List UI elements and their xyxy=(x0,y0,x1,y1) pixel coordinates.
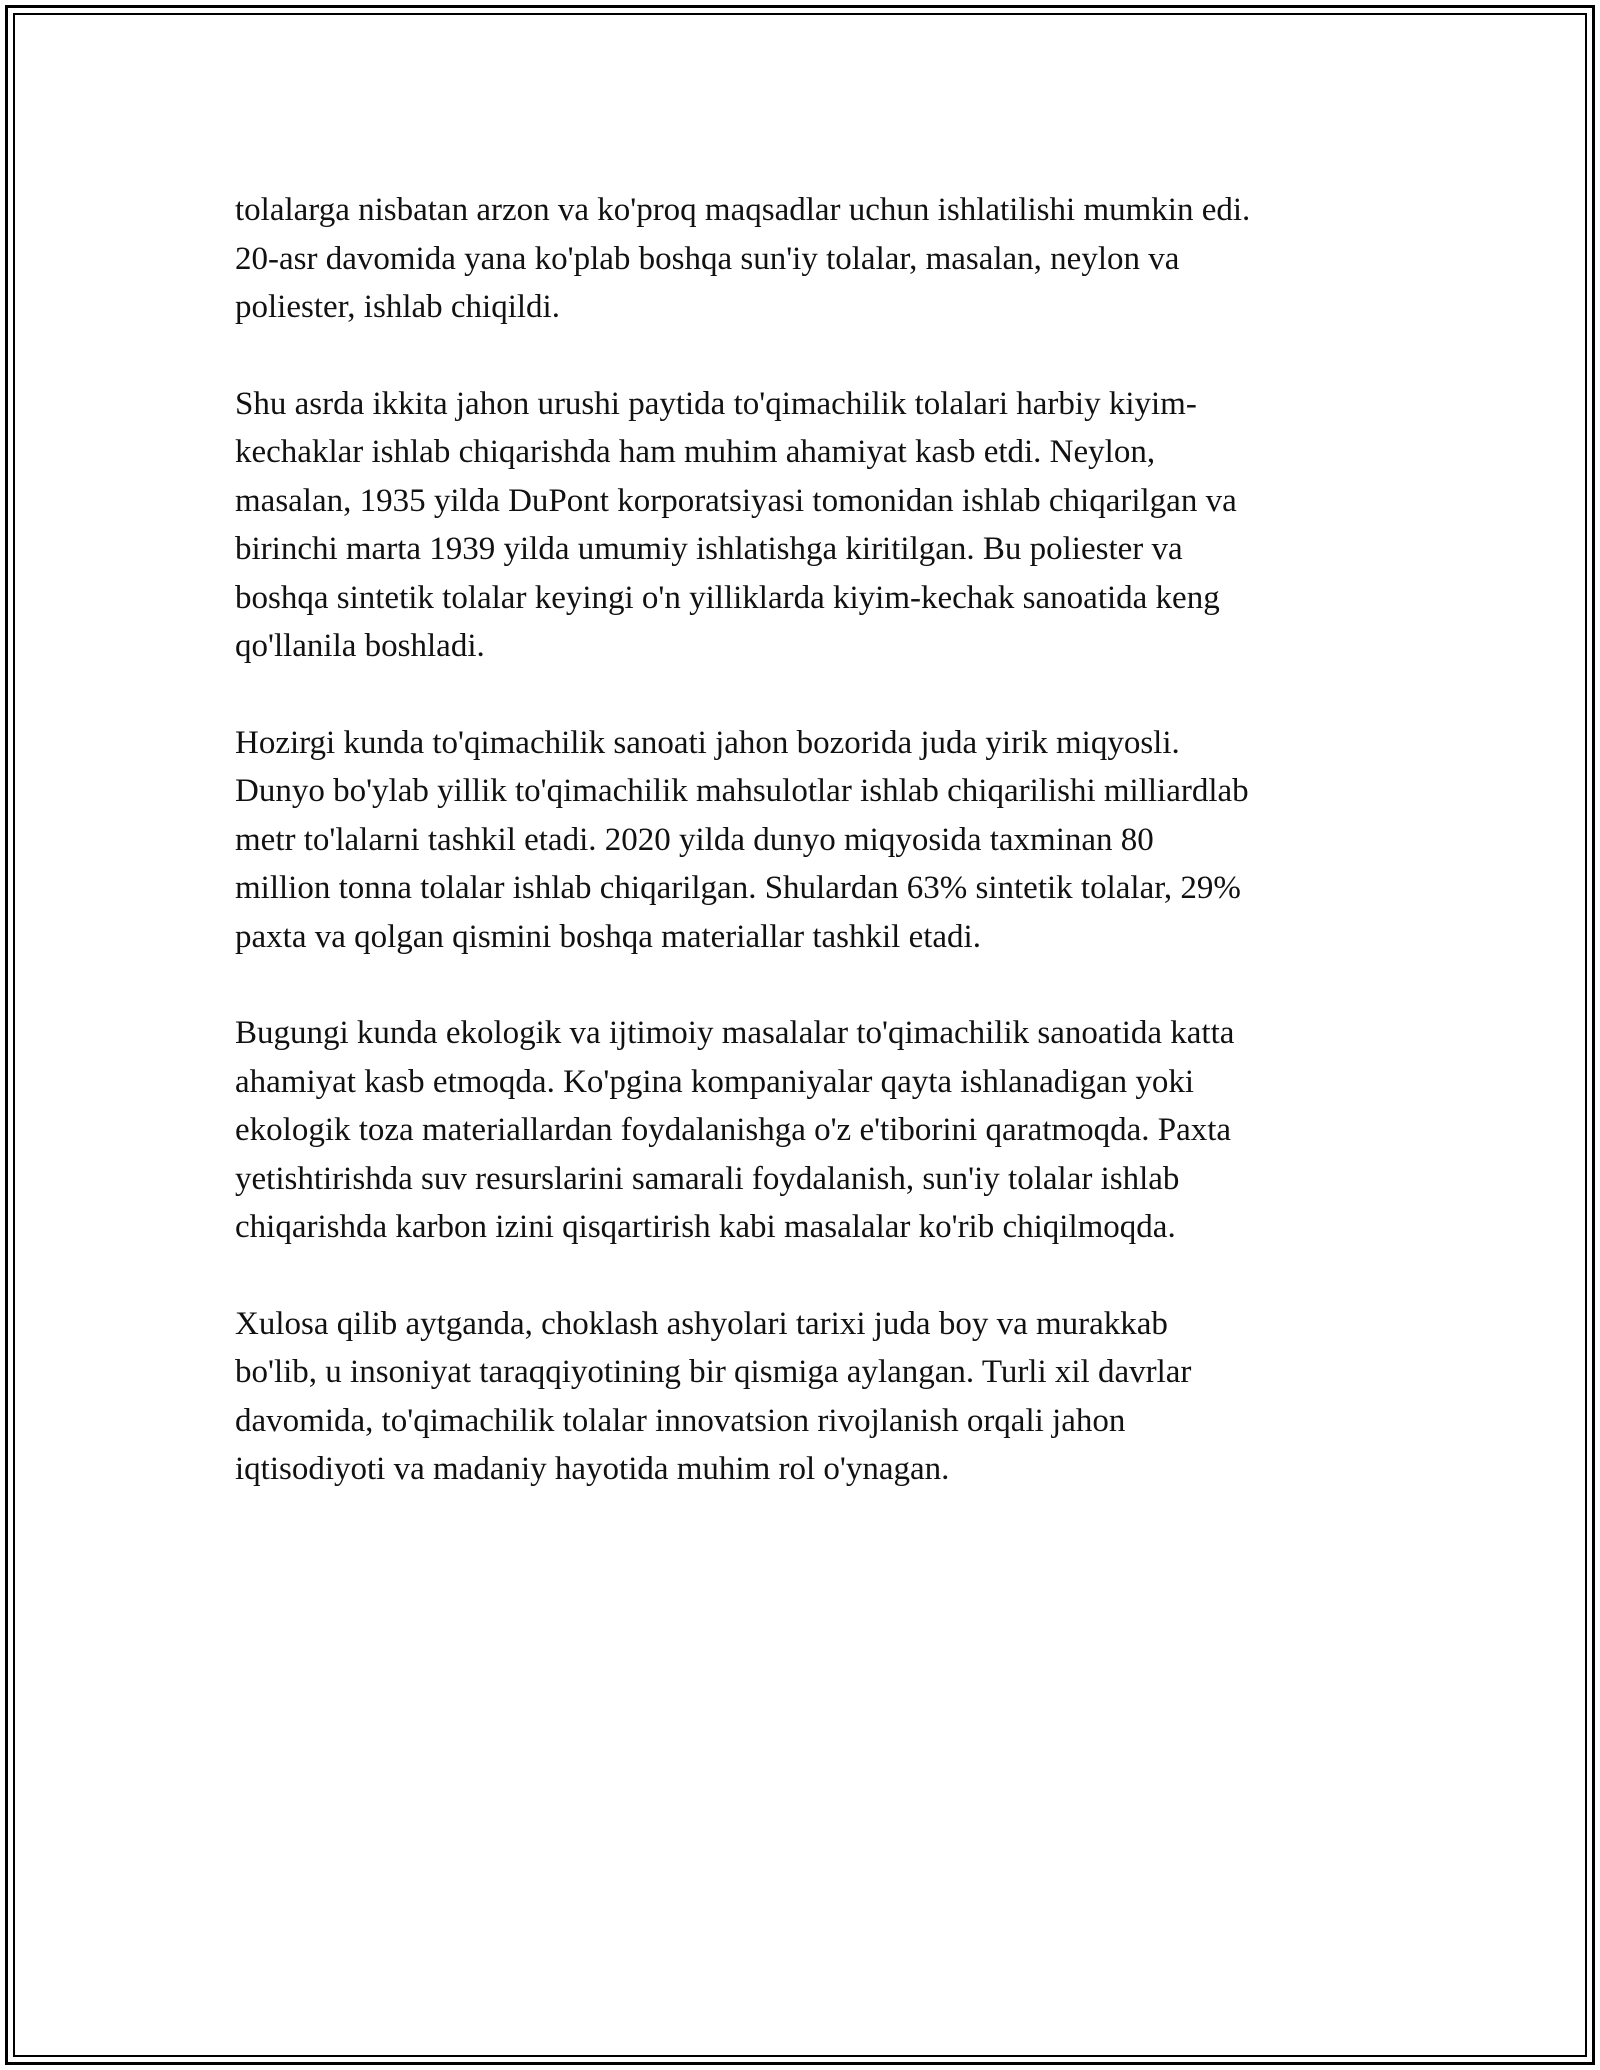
paragraph xyxy=(235,380,1370,671)
text-line: yetishtirishda suv resurslarini samarali foydalanish, sun'iy tolalar ishlab xyxy=(235,1160,1180,1197)
paragraph xyxy=(235,1009,1370,1252)
text-line: qo'llanila boshladi. xyxy=(235,628,485,664)
text-line: Xulosa qilib aytganda, choklash ashyolari tarixi juda boy va murakkab xyxy=(235,1305,1168,1342)
text-line: paxta va qolgan qismini boshqa materiallar tashkil etadi. xyxy=(235,918,981,955)
text-line: Shu asrda ikkita jahon urushi paytida to'qimachilik tolalari harbiy kiyim- xyxy=(235,385,1197,422)
document-body xyxy=(235,186,1370,1542)
text-line: Hozirgi kunda to'qimachilik sanoati jahon bozorida juda yirik miqyosli. xyxy=(235,724,1180,761)
text-line: Bugungi kunda ekologik va ijtimoiy masalalar to'qimachilik sanoatida katta xyxy=(235,1015,1235,1051)
text-line: masalan, 1935 yilda DuPont korporatsiyasi tomonidan ishlab chiqarilgan va xyxy=(235,482,1237,519)
text-line: ahamiyat kasb etmoqda. Ko'pgina kompaniyalar qayta ishlanadigan yoki xyxy=(235,1063,1195,1100)
text-line: boshqa sintetik tolalar keyingi o'n yilliklarda kiyim-kechak sanoatida keng xyxy=(235,579,1220,616)
paragraph xyxy=(235,186,1370,332)
text-line: birinchi marta 1939 yilda umumiy ishlatishga kiritilgan. Bu poliester va xyxy=(235,531,1183,567)
text-line: metr to'lalarni tashkil etadi. 2020 yilda dunyo miqyosida taxminan 80 xyxy=(235,821,1154,858)
text-line: davomida, to'qimachilik tolalar innovatsion rivojlanish orqali jahon xyxy=(235,1402,1126,1439)
text-line: Dunyo bo'ylab yillik to'qimachilik mahsulotlar ishlab chiqarilishi milliardlab xyxy=(235,773,1249,809)
text-line: kechaklar ishlab chiqarishda ham muhim ahamiyat kasb etdi. Neylon, xyxy=(235,434,1156,470)
text-line: bo'lib, u insoniyat taraqqiyotining bir qismiga aylangan. Turli xil davrlar xyxy=(235,1354,1192,1390)
text-line: ekologik toza materiallardan foydalanishga o'z e'tiborini qaratmoqda. Paxta xyxy=(235,1112,1232,1148)
paragraph xyxy=(235,719,1370,962)
text-line: chiqarishda karbon izini qisqartirish kabi masalalar ko'rib chiqilmoqda. xyxy=(235,1209,1176,1245)
text-line: tolalarga nisbatan arzon va ko'proq maqsadlar uchun ishlatilishi mumkin edi. xyxy=(235,192,1251,228)
text-line: million tonna tolalar ishlab chiqarilgan. Shulardan 63% sintetik tolalar, 29% xyxy=(235,870,1241,906)
text-line: poliester, ishlab chiqildi. xyxy=(235,289,560,325)
text-line: iqtisodiyoti va madaniy hayotida muhim rol o'ynagan. xyxy=(235,1451,950,1487)
paragraph xyxy=(235,1300,1370,1494)
text-line: 20-asr davomida yana ko'plab boshqa sun'iy tolalar, masalan, neylon va xyxy=(235,240,1180,277)
